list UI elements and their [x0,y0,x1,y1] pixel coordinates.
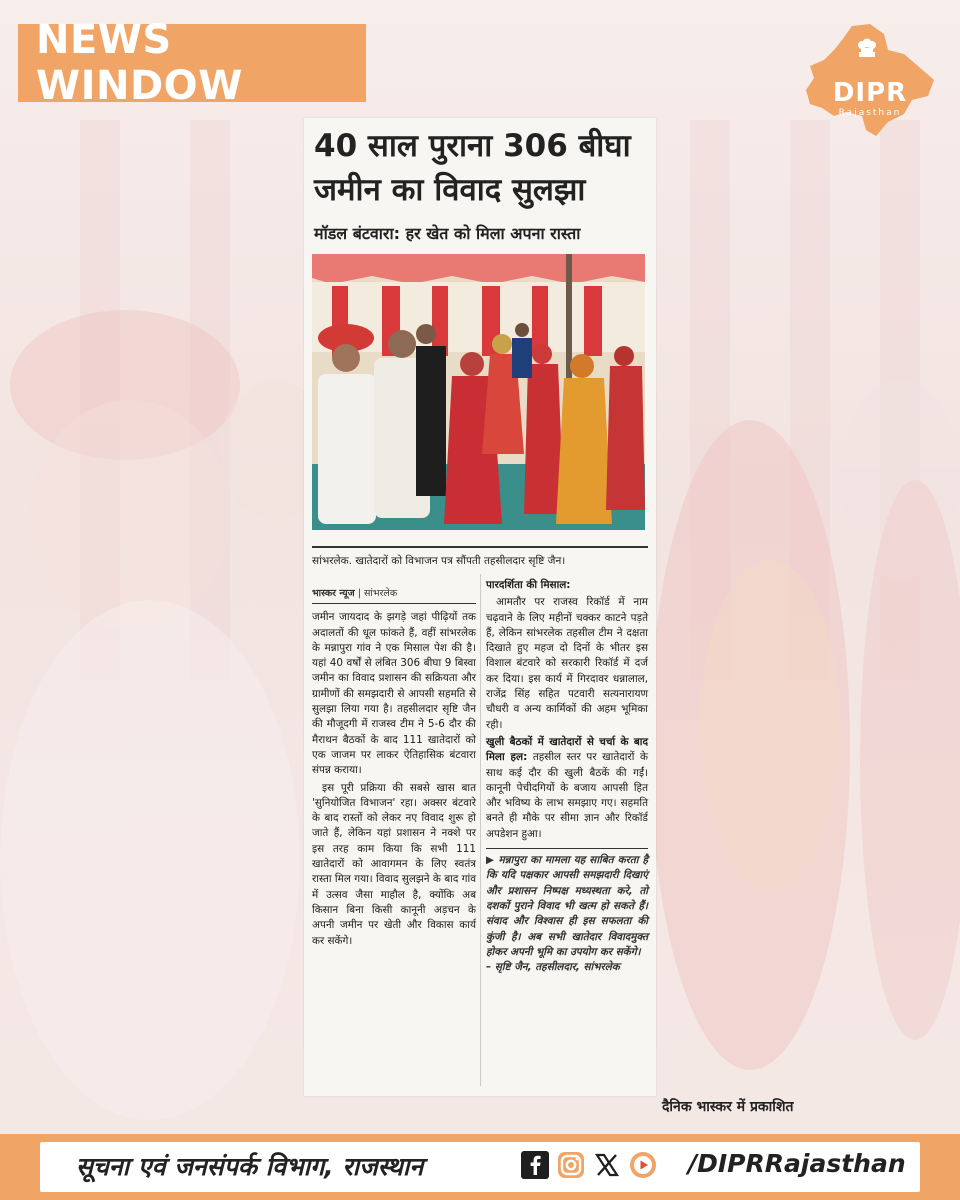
social-handle[interactable]: /DIPRRajasthan [688,1149,906,1178]
facebook-icon[interactable] [520,1150,550,1180]
article-paragraph: जमीन जायदाद के झगड़े जहां पीढ़ियों तक अदालतों की धूल फांकते हैं, वहीं सांभरलेक के मन्नापुरा गांव ने एक मिसाल पेश की है। यहां 40 वर्षों से लंबित 306 बीघा 9 बिस्वा जमीन का विवाद प्रशासन की सक्रियता और ग्रामीणों की समझदारी से आपसी सहमति से सुलझा लिया गया है। तहसीलदार सृष्टि जैन की मौजूदगी में राजस्व टीम ने 5-6 दौर की मैराथन बैठकों के बाद 111 खातेदारों को एक जाजम पर लाकर ऐतिहासिक बंटवारा संपन्न कराया। [312,611,476,777]
pull-quote [486,848,648,975]
youtube-icon[interactable] [628,1150,658,1180]
section-heading: खुली बैठकों में खातेदारों से चर्चा के बाद मिला हल: [486,735,648,764]
byline-source: भास्कर न्यूज [312,588,355,599]
published-note: दैनिक भास्कर में प्रकाशित [662,1099,794,1115]
article-subhead: मॉडल बंटवारा: हर खेत को मिला अपना रास्ता [314,224,581,243]
news-window-badge: NEWS WINDOW [18,24,366,102]
article-headline [314,124,646,212]
logo-title: DIPR [832,78,908,108]
gathering-photo-illustration [312,254,645,530]
article-column-left [312,586,476,951]
section-heading: पारदर्शिता की मिसाल: [486,579,571,591]
instagram-icon[interactable] [556,1150,586,1180]
department-name: सूचना एवं जनसंपर्क विभाग, राजस्थान [76,1152,424,1181]
article-paragraph: आमतौर पर राजस्व रिकॉर्ड में नाम चढ़वाने के लिए महीनों चक्कर काटने पड़ते हैं, लेकिन सांभरलेक तहसील टीम ने दक्षता दिखाते हुए महज दो दिनों के भीतर इस विशाल बंटवारे को सरकारी रिकॉर्ड में दर्ज कर दिया। इस कार्य में गिरदावर धन्नालाल, राजेंद्र सिंह सहित पटवारी सत्यनारायण चौधरी व अन्य कार्मिकों की अहम भूमिका रही। [486,596,648,731]
byline: भास्कर न्यूज | सांभरलेक [312,586,476,604]
headline-line-2: जमीन का विवाद सुलझा [314,172,586,208]
column-divider [480,574,481,1086]
article-paragraph: इस पूरी प्रक्रिया की सबसे खास बात 'सुनियोजित विभाजन' रहा। अक्सर बंटवारे के बाद रास्तों को लेकर नए विवाद शुरू हो जाते हैं, लेकिन यहां प्रशासन ने नक्शे पर इस तरह काम किया कि सभी 111 खातेदारों को आवागमन के लिए स्वतंत्र रास्ता मिल गया। विवाद सुलझने के बाद गांव में उत्सव जैसा माहौल है, क्योंकि अब किसान बिना किसी कानूनी अड़चन के अपनी जमीन पर खेती और विकास कार्य कर सकेंगे। [312,781,476,947]
logo-subtitle: Rajasthan [838,108,902,118]
social-icons [520,1150,658,1180]
article-photo [312,254,645,530]
photo-caption: सांभरलेक. खातेदारों को विभाजन पत्र सौंपती तहसीलदार सृष्टि जैन। [312,546,648,568]
newspaper-clipping [304,118,656,1096]
article-column-right [486,578,648,975]
headline-line-1: 40 साल पुराना 306 बीघा [314,128,631,164]
quote-marker-icon: ▶ [486,854,495,867]
byline-place: सांभरलेक [363,588,398,599]
dipr-logo [800,20,940,144]
article-paragraph: तहसील स्तर पर खातेदारों के साथ कई दौर की खुली बैठकें की गईं। कानूनी पेचीदगियों के बजाय आपसी हित और भविष्य के लाभ समझाए गए। सहमति बनते ही मौके पर सीमा ज्ञान और रिकॉर्ड अपडेशन हुआ। [486,751,648,840]
quote-text: मन्नापुरा का मामला यह साबित करता है कि यदि पक्षकार आपसी समझदारी दिखाएं और प्रशासन निष्पक्ष मध्यस्थता करे, तो दशकों पुराने विवाद भी खत्म हो सकते हैं। संवाद और विश्वास ही इस सफलता की कुंजी है। अब सभी खातेदार विवादमुक्त होकर अपनी भूमि का उपयोग कर सकेंगे। [486,854,648,958]
national-emblem-icon [856,34,878,60]
x-icon[interactable] [592,1150,622,1180]
quote-author: – सृष्टि जैन, तहसीलदार, सांभरलेक [486,961,620,974]
